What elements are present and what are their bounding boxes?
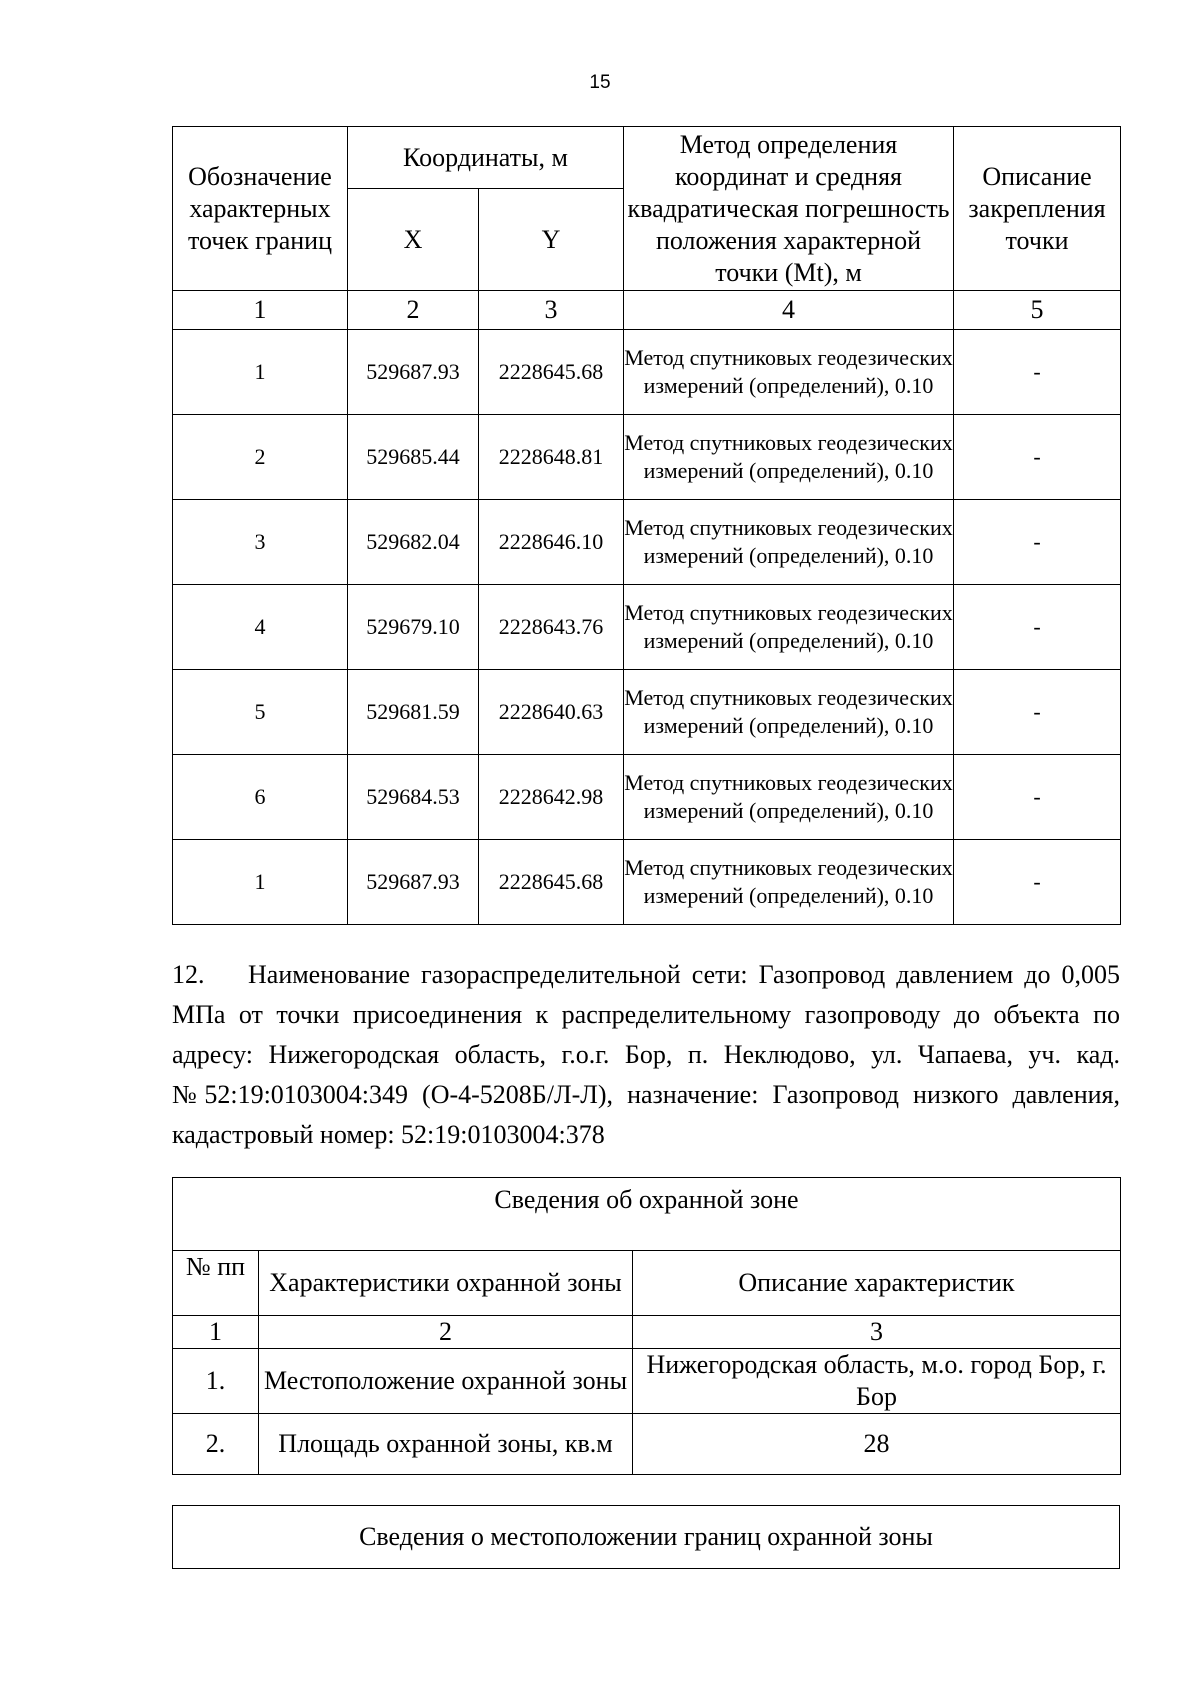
coord-y: 2228640.63 [479, 670, 624, 755]
coord-x: 529687.93 [348, 840, 479, 925]
column-number: 2 [259, 1316, 633, 1349]
coord-x: 529681.59 [348, 670, 479, 755]
method-text: Метод спутниковых геодезических измерений (определений), 0.10 [624, 330, 954, 415]
table-row [173, 1349, 1121, 1414]
point-id: 1 [173, 840, 348, 925]
table-row [173, 755, 1121, 840]
fixing-text: - [954, 330, 1121, 415]
row-description: Нижегородская область, м.о. город Бор, г. Бор [633, 1349, 1121, 1414]
method-text: Метод спутниковых геодезических измерений (определений), 0.10 [624, 755, 954, 840]
fixing-text: - [954, 415, 1121, 500]
table-row [173, 670, 1121, 755]
column-number: 1 [173, 1316, 259, 1349]
row-num: 2. [173, 1414, 259, 1475]
method-text: Метод спутниковых геодезических измерений (определений), 0.10 [624, 415, 954, 500]
header-characteristic: Характеристики охранной зоны [259, 1251, 633, 1316]
protection-zone-table [172, 1177, 1121, 1475]
paragraph-text: Наименование газораспределительной сети: Газопровод давлением до 0,005 МПа от точки присоединения к распределительному газопроводу до объекта по адресу: Нижегородская область, г.о.г. Бор, п. Неклюдово, ул. Чапаева, уч. кад.№52:19:0103004:349 (О-4-5208Б/Л-Л), назначение: Газопровод низкого давления, кадастровый номер: 52:19:0103004:378 [172, 960, 1120, 1149]
point-id: 3 [173, 500, 348, 585]
table-row [173, 500, 1121, 585]
coord-y: 2228648.81 [479, 415, 624, 500]
header-num: № пп [173, 1251, 259, 1316]
method-text: Метод спутниковых геодезических измерений (определений), 0.10 [624, 840, 954, 925]
table-row [173, 840, 1121, 925]
header-x: X [348, 189, 479, 291]
paragraph-number: 12. [172, 960, 205, 989]
point-id: 1 [173, 330, 348, 415]
coord-x: 529679.10 [348, 585, 479, 670]
coord-y: 2228646.10 [479, 500, 624, 585]
page-number: 15 [589, 72, 611, 93]
coord-y: 2228643.76 [479, 585, 624, 670]
header-coordinates: Координаты, м [348, 127, 624, 189]
coord-y: 2228645.68 [479, 840, 624, 925]
row-num: 1. [173, 1349, 259, 1414]
fixing-text: - [954, 840, 1121, 925]
method-text: Метод спутниковых геодезических измерений (определений), 0.10 [624, 585, 954, 670]
coord-y: 2228642.98 [479, 755, 624, 840]
point-id: 6 [173, 755, 348, 840]
fixing-text: - [954, 755, 1121, 840]
fixing-text: - [954, 670, 1121, 755]
zone-table-title: Сведения об охранной зоне [173, 1178, 1121, 1251]
coord-y: 2228645.68 [479, 330, 624, 415]
table-row [173, 1414, 1121, 1475]
row-characteristic: Местоположение охранной зоны [259, 1349, 633, 1414]
bounds-table-title: Сведения о местоположении границ охранной зоны [173, 1506, 1120, 1569]
header-fixing: Описание закрепления точки [954, 127, 1121, 291]
point-id: 2 [173, 415, 348, 500]
table-row [173, 415, 1121, 500]
network-description-paragraph [172, 955, 1120, 1155]
header-description: Описание характеристик [633, 1251, 1121, 1316]
table-row [173, 330, 1121, 415]
header-designation: Обозначение характерных точек границ [173, 127, 348, 291]
table-row [173, 585, 1121, 670]
column-number: 4 [624, 291, 954, 330]
zone-boundaries-table [172, 1505, 1120, 1569]
point-id: 5 [173, 670, 348, 755]
fixing-text: - [954, 500, 1121, 585]
header-method: Метод определения координат и средняя квадратическая погрешность положения характерной точки (Mt), м [624, 127, 954, 291]
column-number: 2 [348, 291, 479, 330]
coord-x: 529685.44 [348, 415, 479, 500]
coord-x: 529684.53 [348, 755, 479, 840]
coord-x: 529682.04 [348, 500, 479, 585]
point-id: 4 [173, 585, 348, 670]
coord-x: 529687.93 [348, 330, 479, 415]
column-number: 5 [954, 291, 1121, 330]
row-characteristic: Площадь охранной зоны, кв.м [259, 1414, 633, 1475]
coordinates-table [172, 126, 1121, 925]
column-number: 3 [479, 291, 624, 330]
fixing-text: - [954, 585, 1121, 670]
column-number: 3 [633, 1316, 1121, 1349]
method-text: Метод спутниковых геодезических измерений (определений), 0.10 [624, 500, 954, 585]
column-number: 1 [173, 291, 348, 330]
row-description: 28 [633, 1414, 1121, 1475]
header-y: Y [479, 189, 624, 291]
method-text: Метод спутниковых геодезических измерений (определений), 0.10 [624, 670, 954, 755]
